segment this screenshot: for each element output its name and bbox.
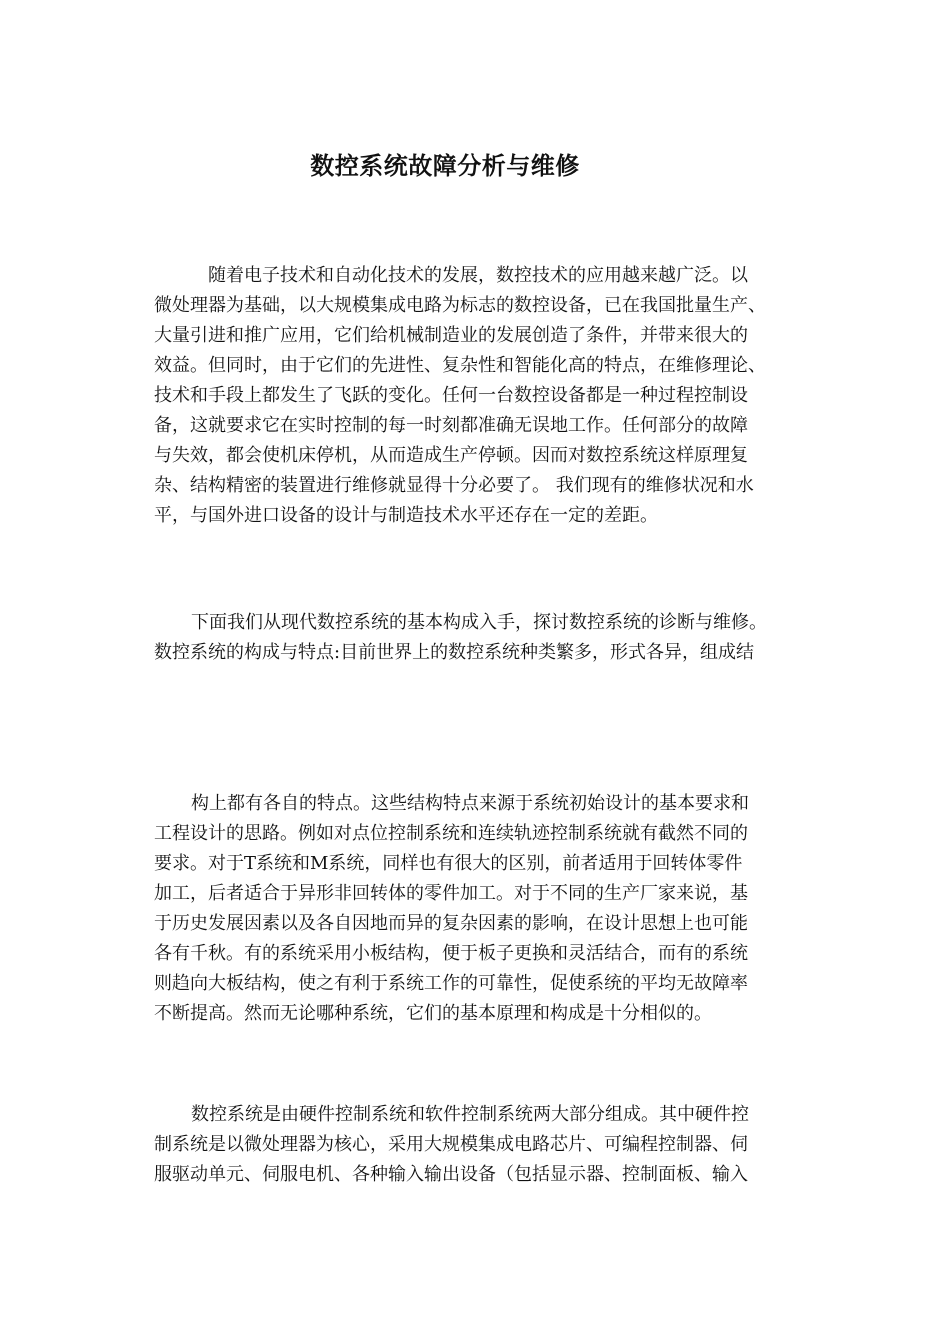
- text-line: 数控系统是由硬件控制系统和软件控制系统两大部分组成。其中硬件控: [191, 1104, 749, 1125]
- text-line: 制系统是以微处理器为核心，采用大规模集成电路芯片、可编程控制器、伺: [154, 1134, 748, 1155]
- paragraph-hardware: [154, 1100, 814, 1190]
- text-line: 构上都有各自的特点。这些结构特点来源于系统初始设计的基本要求和: [191, 793, 749, 814]
- text-line: 各有千秋。有的系统采用小板结构，便于板子更换和灵活结合，而有的系统: [154, 943, 748, 964]
- text-line: 则趋向大板结构，使之有利于系统工作的可靠性，促使系统的平均无故障率: [154, 973, 748, 994]
- text-line: 效益。但同时，由于它们的先进性、复杂性和智能化高的特点，在维修理论、: [154, 355, 766, 376]
- text-line: 下面我们从现代数控系统的基本构成入手，探讨数控系统的诊断与维修。: [191, 612, 767, 633]
- text-line: 与失效，都会使机床停机，从而造成生产停顿。因而对数控系统这样原理复: [154, 445, 748, 466]
- document-title: 数控系统故障分析与维修: [310, 151, 580, 180]
- text-line: 数控系统的构成与特点:目前世界上的数控系统种类繁多，形式各异，组成结: [154, 642, 755, 663]
- text-line: 随着电子技术和自动化技术的发展，数控技术的应用越来越广泛。以: [208, 265, 748, 286]
- paragraph-system-overview: [154, 608, 814, 668]
- text-line: 备，这就要求它在实时控制的每一时刻都准确无误地工作。任何部分的故障: [154, 415, 748, 436]
- text-line: 技术和手段上都发生了飞跃的变化。任何一台数控设备都是一种过程控制设: [154, 385, 748, 406]
- paragraph-structure: [154, 789, 814, 1029]
- text-line: 加工，后者适合于异形非回转体的零件加工。对于不同的生产厂家来说，基: [154, 883, 748, 904]
- text-line: 于历史发展因素以及各自因地而异的复杂因素的影响，在设计思想上也可能: [154, 913, 748, 934]
- text-line: 杂、结构精密的装置进行维修就显得十分必要了。 我们现有的维修状况和水: [154, 475, 754, 496]
- text-line: 服驱动单元、伺服电机、各种输入输出设备（包括显示器、控制面板、输入: [154, 1164, 748, 1185]
- text-line: 要求。对于T系统和M系统，同样也有很大的区别，前者适用于回转体零件: [154, 853, 743, 874]
- text-line: 大量引进和推广应用，它们给机械制造业的发展创造了条件，并带来很大的: [154, 325, 748, 346]
- text-line: 工程设计的思路。例如对点位控制系统和连续轨迹控制系统就有截然不同的: [154, 823, 748, 844]
- text-line: 不断提高。然而无论哪种系统，它们的基本原理和构成是十分相似的。: [154, 1003, 712, 1024]
- text-line: 平，与国外进口设备的设计与制造技术水平还存在一定的差距。: [154, 505, 658, 526]
- text-line: 微处理器为基础，以大规模集成电路为标志的数控设备，已在我国批量生产、: [154, 295, 766, 316]
- paragraph-intro: [154, 261, 814, 531]
